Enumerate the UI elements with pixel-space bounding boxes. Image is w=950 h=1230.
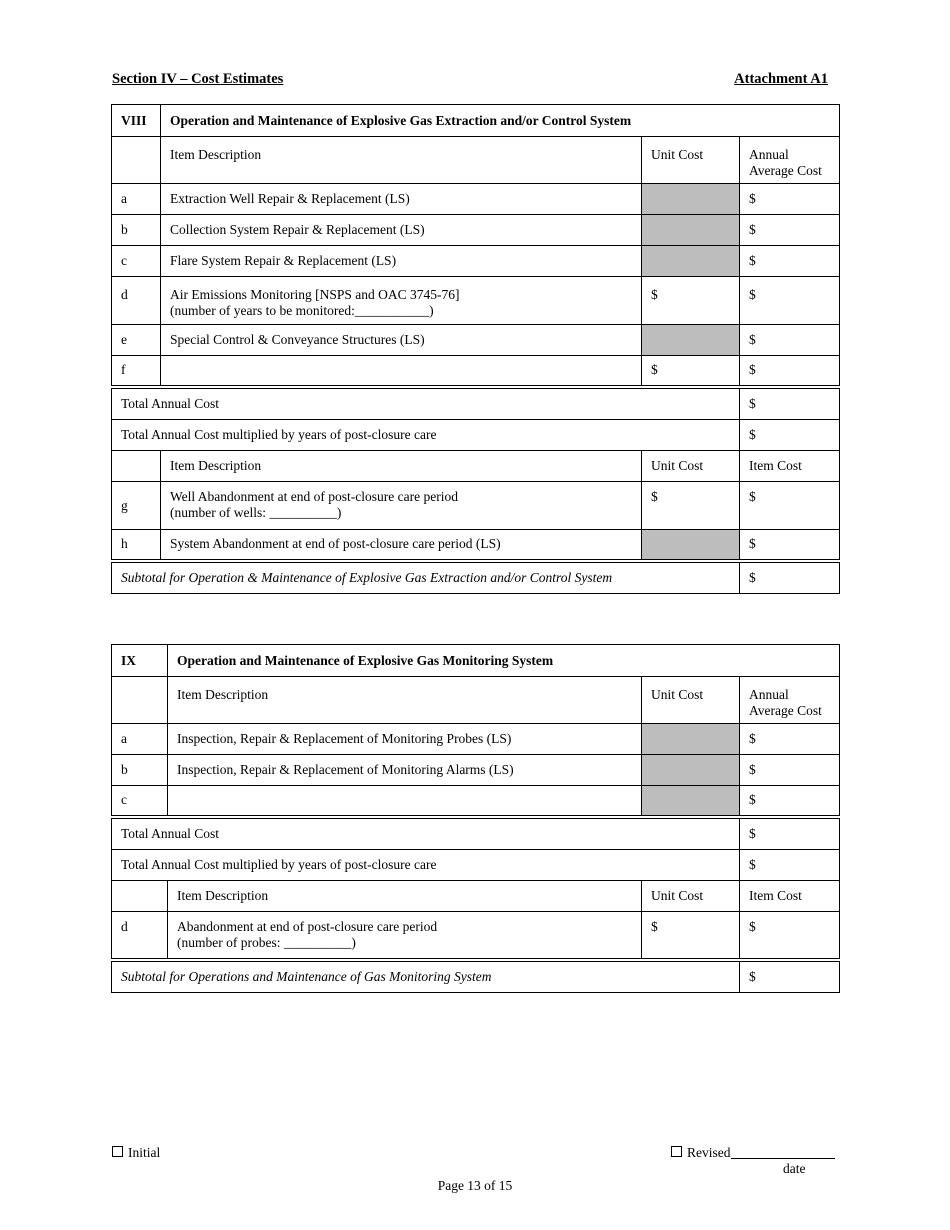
subtotal-row bbox=[112, 960, 840, 993]
row-description: Extraction Well Repair & Replacement (LS) bbox=[161, 184, 642, 215]
item-description-header: Item Description bbox=[168, 677, 642, 724]
unit-cost-cell[interactable]: $ bbox=[642, 912, 740, 960]
cost-cell[interactable]: $ bbox=[740, 724, 840, 755]
section-viii-table bbox=[111, 104, 840, 594]
section-number: VIII bbox=[112, 105, 161, 137]
date-label: date bbox=[783, 1161, 806, 1176]
unit-cost-cell[interactable]: $ bbox=[642, 482, 740, 530]
row-letter: d bbox=[112, 277, 161, 325]
table-row bbox=[112, 530, 840, 561]
section-title: Operation and Maintenance of Explosive Gas Monitoring System bbox=[168, 645, 840, 677]
checkbox-icon[interactable] bbox=[112, 1146, 123, 1157]
revised-label: Revised bbox=[687, 1145, 731, 1160]
unit-cost-header: Unit Cost bbox=[642, 137, 740, 184]
unit-cost-cell-shaded bbox=[642, 246, 740, 277]
row-letter: c bbox=[112, 246, 161, 277]
number-of-wells-field[interactable]: (number of wells: __________) bbox=[170, 505, 342, 520]
row-letter: c bbox=[112, 786, 168, 817]
unit-cost-header: Unit Cost bbox=[642, 881, 740, 912]
annual-average-cost-header: Annual Average Cost bbox=[740, 137, 840, 184]
total-years-value[interactable]: $ bbox=[740, 850, 840, 881]
unit-cost-cell-shaded bbox=[642, 755, 740, 786]
row-description: System Abandonment at end of post-closure care period (LS) bbox=[161, 530, 642, 561]
letter-header-cell bbox=[112, 137, 161, 184]
letter-header-cell bbox=[112, 677, 168, 724]
cost-cell[interactable]: $ bbox=[740, 277, 840, 325]
cost-cell[interactable]: $ bbox=[740, 912, 840, 960]
row-letter: b bbox=[112, 755, 168, 786]
table-row bbox=[112, 215, 840, 246]
unit-cost-header: Unit Cost bbox=[642, 451, 740, 482]
row-description bbox=[168, 912, 642, 960]
letter-header-cell bbox=[112, 451, 161, 482]
unit-cost-cell-shaded bbox=[642, 530, 740, 561]
table-row bbox=[112, 786, 840, 817]
table-row bbox=[112, 724, 840, 755]
table-row bbox=[112, 325, 840, 356]
cost-cell[interactable]: $ bbox=[740, 755, 840, 786]
table-title-row bbox=[112, 105, 840, 137]
row-letter: e bbox=[112, 325, 161, 356]
column-header-row bbox=[112, 451, 840, 482]
row-letter: g bbox=[112, 482, 161, 530]
row-description-line1: Well Abandonment at end of post-closure care period bbox=[170, 489, 458, 504]
row-letter: a bbox=[112, 724, 168, 755]
table-row bbox=[112, 356, 840, 387]
cost-cell[interactable]: $ bbox=[740, 786, 840, 817]
cost-cell[interactable]: $ bbox=[740, 530, 840, 561]
initial-option[interactable] bbox=[112, 1145, 160, 1161]
subtotal-label: Subtotal for Operations and Maintenance of Gas Monitoring System bbox=[112, 960, 740, 993]
row-letter: a bbox=[112, 184, 161, 215]
item-cost-header: Item Cost bbox=[740, 451, 840, 482]
total-years-label: Total Annual Cost multiplied by years of post-closure care bbox=[112, 420, 740, 451]
total-annual-cost-label: Total Annual Cost bbox=[112, 387, 740, 420]
column-header-row bbox=[112, 881, 840, 912]
table-row bbox=[112, 184, 840, 215]
item-description-header: Item Description bbox=[161, 137, 642, 184]
total-annual-cost-value[interactable]: $ bbox=[740, 817, 840, 850]
attachment-heading: Attachment A1 bbox=[734, 71, 828, 87]
row-description bbox=[161, 482, 642, 530]
table-row bbox=[112, 755, 840, 786]
row-description: Flare System Repair & Replacement (LS) bbox=[161, 246, 642, 277]
cost-cell[interactable]: $ bbox=[740, 356, 840, 387]
table-row bbox=[112, 482, 840, 530]
table-row bbox=[112, 912, 840, 960]
row-description: Inspection, Repair & Replacement of Monitoring Probes (LS) bbox=[168, 724, 642, 755]
row-description-blank[interactable] bbox=[168, 786, 642, 817]
cost-cell[interactable]: $ bbox=[740, 184, 840, 215]
initial-label: Initial bbox=[128, 1145, 161, 1160]
total-years-label: Total Annual Cost multiplied by years of post-closure care bbox=[112, 850, 740, 881]
checkbox-icon[interactable] bbox=[671, 1146, 682, 1157]
unit-cost-cell[interactable]: $ bbox=[642, 356, 740, 387]
column-header-row bbox=[112, 137, 840, 184]
row-description-blank[interactable] bbox=[161, 356, 642, 387]
table-title-row bbox=[112, 645, 840, 677]
total-row bbox=[112, 387, 840, 420]
row-description: Inspection, Repair & Replacement of Monitoring Alarms (LS) bbox=[168, 755, 642, 786]
item-description-header: Item Description bbox=[161, 451, 642, 482]
annual-average-cost-header: Annual Average Cost bbox=[740, 677, 840, 724]
letter-header-cell bbox=[112, 881, 168, 912]
total-annual-cost-value[interactable]: $ bbox=[740, 387, 840, 420]
total-row bbox=[112, 817, 840, 850]
row-letter: b bbox=[112, 215, 161, 246]
unit-cost-cell-shaded bbox=[642, 215, 740, 246]
subtotal-value[interactable]: $ bbox=[740, 960, 840, 993]
page-number: Page 13 of 15 bbox=[437, 1178, 513, 1193]
section-title: Operation and Maintenance of Explosive Gas Extraction and/or Control System bbox=[161, 105, 840, 137]
column-header-row bbox=[112, 677, 840, 724]
section-heading: Section IV – Cost Estimates bbox=[112, 71, 284, 87]
table-row bbox=[112, 246, 840, 277]
total-years-row bbox=[112, 420, 840, 451]
table-row bbox=[112, 277, 840, 325]
unit-cost-cell-shaded bbox=[642, 184, 740, 215]
cost-cell[interactable]: $ bbox=[740, 246, 840, 277]
total-years-value[interactable]: $ bbox=[740, 420, 840, 451]
total-annual-cost-label: Total Annual Cost bbox=[112, 817, 740, 850]
item-cost-header: Item Cost bbox=[740, 881, 840, 912]
unit-cost-header: Unit Cost bbox=[642, 677, 740, 724]
cost-cell[interactable]: $ bbox=[740, 482, 840, 530]
row-description-line1: Air Emissions Monitoring [NSPS and OAC 3745-76] bbox=[170, 287, 460, 302]
total-years-row bbox=[112, 850, 840, 881]
revised-option[interactable] bbox=[671, 1145, 835, 1161]
row-letter: h bbox=[112, 530, 161, 561]
item-description-header: Item Description bbox=[168, 881, 642, 912]
row-description: Collection System Repair & Replacement (LS) bbox=[161, 215, 642, 246]
unit-cost-cell[interactable]: $ bbox=[642, 277, 740, 325]
section-ix-table bbox=[111, 644, 840, 993]
unit-cost-cell-shaded bbox=[642, 786, 740, 817]
number-of-probes-field[interactable]: (number of probes: __________) bbox=[177, 935, 356, 950]
unit-cost-cell-shaded bbox=[642, 724, 740, 755]
row-letter: d bbox=[112, 912, 168, 960]
subtotal-value[interactable]: $ bbox=[740, 561, 840, 594]
unit-cost-cell-shaded bbox=[642, 325, 740, 356]
subtotal-row bbox=[112, 561, 840, 594]
row-description: Special Control & Conveyance Structures (LS) bbox=[161, 325, 642, 356]
revised-date-line[interactable] bbox=[731, 1146, 835, 1159]
cost-cell[interactable]: $ bbox=[740, 215, 840, 246]
row-description-line1: Abandonment at end of post-closure care period bbox=[177, 919, 438, 934]
row-description bbox=[161, 277, 642, 325]
cost-cell[interactable]: $ bbox=[740, 325, 840, 356]
years-monitored-field[interactable]: (number of years to be monitored:___________) bbox=[170, 303, 434, 318]
subtotal-label: Subtotal for Operation & Maintenance of Explosive Gas Extraction and/or Control System bbox=[112, 561, 740, 594]
row-letter: f bbox=[112, 356, 161, 387]
section-number: IX bbox=[112, 645, 168, 677]
